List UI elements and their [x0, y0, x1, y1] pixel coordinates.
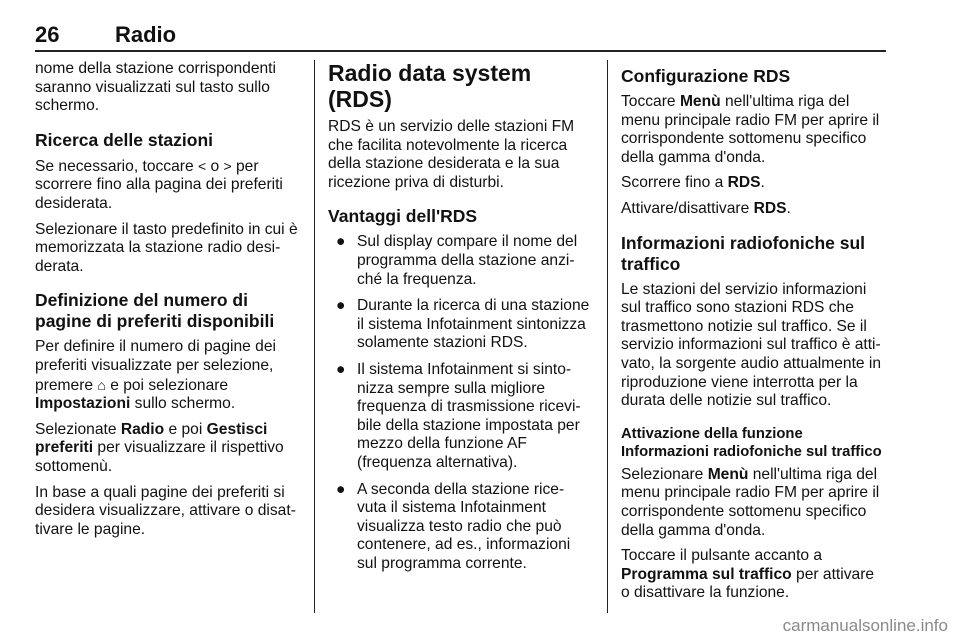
- paragraph: [35, 157, 303, 214]
- bullet-icon: ●: [336, 233, 346, 251]
- paragraph: [35, 338, 303, 413]
- text: e poi selezionare: [105, 376, 229, 394]
- header-rule: [35, 50, 886, 52]
- column-middle: [328, 60, 594, 581]
- text: Selezionare: [621, 465, 708, 483]
- paragraph: [621, 93, 887, 167]
- chevron-right-icon: >: [223, 157, 232, 174]
- column-right: [621, 60, 887, 610]
- text: nell'ultima riga del menu principale radio FM per aprire il corrispondente sottomenu specifico della gamma d'onda.: [621, 93, 880, 166]
- bold-term: Programma sul traffico: [621, 565, 792, 583]
- list-item: [328, 297, 594, 353]
- text: per attivare o disattivare la funzione.: [621, 565, 875, 602]
- heading-configurazione-rds: Configurazione RDS: [621, 66, 791, 86]
- bullet-icon: ●: [336, 480, 346, 498]
- text: Toccare il pulsante accanto a: [621, 547, 823, 565]
- bold-term: Radio: [120, 420, 165, 438]
- paragraph: RDS è un servizio delle stazioni FM che facilita notevolmente la ricerca della stazione desiderata e la sua ricezione priva di disturbi.: [328, 118, 575, 191]
- bold-term: Impostazioni: [35, 395, 131, 413]
- paragraph: Le stazioni del servizio informazioni sul traffico sono stazioni RDS che trasmettono notizie sul traffico. Se il servizio informazioni sul traffico è atti- vato, la sorgente audio attualmente in riproduzione viene interrotta per la durata delle notizie sul traffico.: [621, 280, 882, 410]
- text: .: [786, 199, 791, 217]
- heading-attivazione-funzione: Attivazione della funzione Informazioni radiofoniche sul traffico: [621, 425, 882, 460]
- text: Selezionate: [35, 420, 121, 438]
- heading-rds: Radio data system (RDS): [328, 60, 532, 112]
- text: o: [206, 157, 224, 175]
- list-item-text: A seconda della stazione rice- vuta il sistema Infotainment visualizza testo radio che può contenere, ad es., informazioni sul programma corrente.: [357, 480, 571, 572]
- text: sullo schermo.: [130, 395, 236, 413]
- text: .: [760, 174, 765, 192]
- paragraph: [621, 174, 887, 193]
- list-item-text: Il sistema Infotainment si sinto- nizza sempre sulla migliore frequenza di trasmissione ricevi- bile della stazione impostata per mezzo della funzione AF (frequenza alternativa).: [357, 360, 581, 471]
- heading-definizione-pagine: Definizione del numero di pagine di preferiti disponibili: [35, 290, 275, 332]
- text: per visualizzare il rispettivo sottomenù.: [35, 439, 284, 475]
- paragraph: [35, 421, 303, 477]
- paragraph: Selezionare il tasto predefinito in cui è memorizzata la stazione radio desi- derata.: [35, 220, 298, 275]
- list-item-text: Sul display compare il nome del programma della stazione anzi- ché la frequenza.: [357, 233, 578, 288]
- bold-term: Menù: [679, 93, 721, 110]
- heading-ricerca-stazioni: Ricerca delle stazioni: [35, 129, 213, 150]
- text: Scorrere fino a: [621, 174, 728, 192]
- bold-term: RDS: [727, 174, 761, 192]
- heading-informazioni-traffico: Informazioni radiofoniche sul traffico: [621, 232, 866, 274]
- bullet-icon: ●: [336, 297, 346, 315]
- bold-term: Menù: [707, 465, 749, 483]
- bold-term: Gestisci preferiti: [35, 420, 268, 457]
- bullet-icon: ●: [336, 360, 346, 378]
- list-item: [328, 481, 594, 574]
- chevron-left-icon: <: [197, 157, 207, 174]
- bold-term: RDS: [753, 199, 787, 217]
- text: per scorrere fino alla pagina dei preferiti desiderata.: [35, 157, 283, 212]
- list-item: [328, 361, 594, 473]
- section-title: Radio: [115, 22, 177, 47]
- text: Per definire il numero di pagine dei preferiti visualizzate per selezione, premere: [35, 338, 276, 394]
- column-left: [35, 60, 303, 546]
- paragraph: [621, 547, 887, 603]
- bullet-list: [328, 233, 594, 573]
- heading-vantaggi-rds: Vantaggi dell'RDS: [328, 206, 478, 227]
- page-header: [35, 22, 886, 50]
- watermark: carmanualsonline.info: [782, 616, 948, 635]
- column-divider: [314, 60, 315, 613]
- paragraph: [621, 200, 887, 219]
- text: Se necessario, toccare: [35, 157, 198, 175]
- paragraph: [621, 466, 887, 540]
- page-number: 26: [35, 22, 60, 47]
- column-divider: [607, 60, 608, 613]
- text: Toccare: [621, 93, 680, 110]
- paragraph: nome della stazione corrispondenti saranno visualizzati sul tasto sullo schermo.: [35, 60, 276, 115]
- home-icon: ⌂: [97, 376, 106, 393]
- text: e poi: [164, 420, 207, 438]
- text: Attivare/disattivare: [621, 199, 754, 217]
- list-item-text: Durante la ricerca di una stazione il sistema Infotainment sintonizza solamente stazioni RDS.: [357, 297, 590, 352]
- list-item: [328, 233, 594, 289]
- text: nell'ultima riga del menu principale radio FM per aprire il corrispondente sottomenu specifico della gamma d'onda.: [621, 465, 880, 539]
- paragraph: In base a quali pagine dei preferiti si desidera visualizzare, attivare o disat- tivare le pagine.: [35, 483, 296, 538]
